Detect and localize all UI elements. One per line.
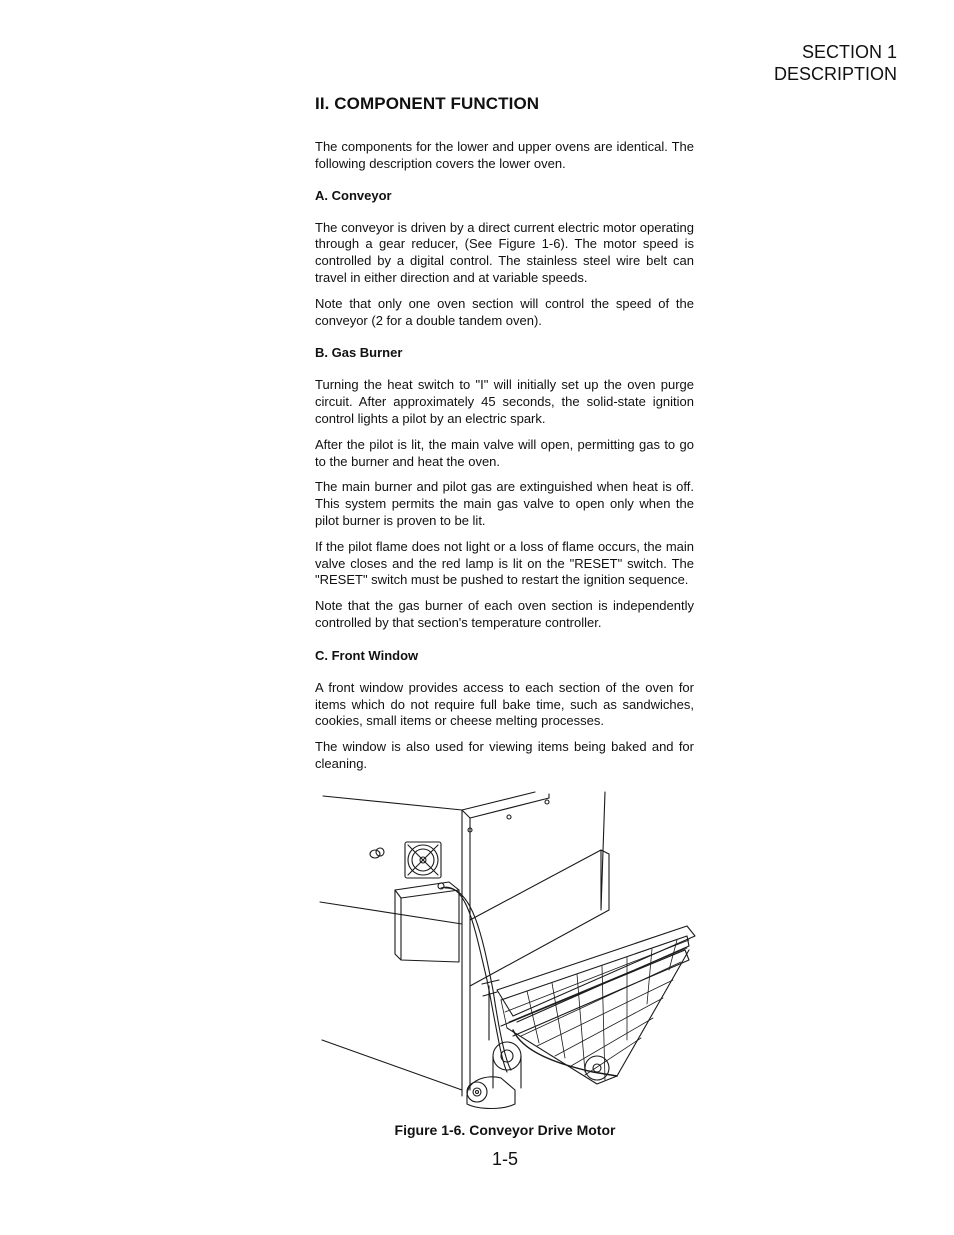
front-window-paragraph-1: A front window provides access to each section of the oven for items which do not require full bake time, such as sandwiches, cookies, small items or cheese melting processes. bbox=[315, 679, 694, 729]
page-title: II. COMPONENT FUNCTION bbox=[315, 94, 540, 113]
oven-housing bbox=[320, 792, 605, 1096]
conveyor-drive-motor-illustration bbox=[317, 790, 697, 1112]
conveyor-belt bbox=[497, 926, 695, 1084]
front-window-paragraph-2: The window is also used for viewing items being baked and for cleaning. bbox=[315, 739, 694, 771]
conveyor-paragraph-2: Note that only one oven section will control the speed of the conveyor (2 for a double tandem oven). bbox=[315, 295, 694, 328]
gas-burner-paragraph-3: The main burner and pilot gas are extinguished when heat is off. This system permits the main gas valve to open only when the pilot burner is proven to be lit. bbox=[315, 479, 694, 528]
conveyor-paragraph-1: The conveyor is driven by a direct current electric motor operating through a gear reducer, (See Figure 1-6). The motor speed is controlled by a digital control. The stainless steel wire belt can travel in either direction and at variable speeds. bbox=[315, 219, 694, 285]
gas-burner-heading: B. Gas Burner bbox=[315, 345, 403, 361]
gas-burner-paragraph-2: After the pilot is lit, the main valve will open, permitting gas to go to the burner and heat the oven. bbox=[315, 436, 694, 469]
section-number: SECTION 1 bbox=[801, 42, 897, 62]
gas-burner-paragraph-1: Turning the heat switch to "I" will initially set up the oven purge circuit. After approximately 45 seconds, the solid-state ignition control lights a pilot by an electric spark. bbox=[315, 377, 694, 426]
front-window-heading: C. Front Window bbox=[315, 647, 419, 663]
page-number: 1-5 bbox=[491, 1149, 518, 1169]
intro-paragraph: The components for the lower and upper ovens are identical. The following description covers the lower oven. bbox=[315, 139, 694, 171]
conveyor-heading: A. Conveyor bbox=[315, 187, 392, 203]
section-title: DESCRIPTION bbox=[773, 64, 897, 84]
page-content bbox=[315, 94, 694, 782]
gas-burner-paragraph-5: Note that the gas burner of each oven section is independently controlled by that section's temperature controller. bbox=[315, 598, 694, 630]
drive-motor bbox=[467, 1042, 521, 1109]
gas-burner-paragraph-4: If the pilot flame does not light or a loss of flame occurs, the main valve closes and the red lamp is lit on the "RESET" switch. The "RESET" switch must be pushed to restart the ignition sequence. bbox=[315, 538, 694, 588]
figure-caption: Figure 1-6. Conveyor Drive Motor bbox=[394, 1122, 616, 1138]
cooling-fan-icon bbox=[405, 842, 441, 878]
section-header bbox=[774, 41, 897, 85]
